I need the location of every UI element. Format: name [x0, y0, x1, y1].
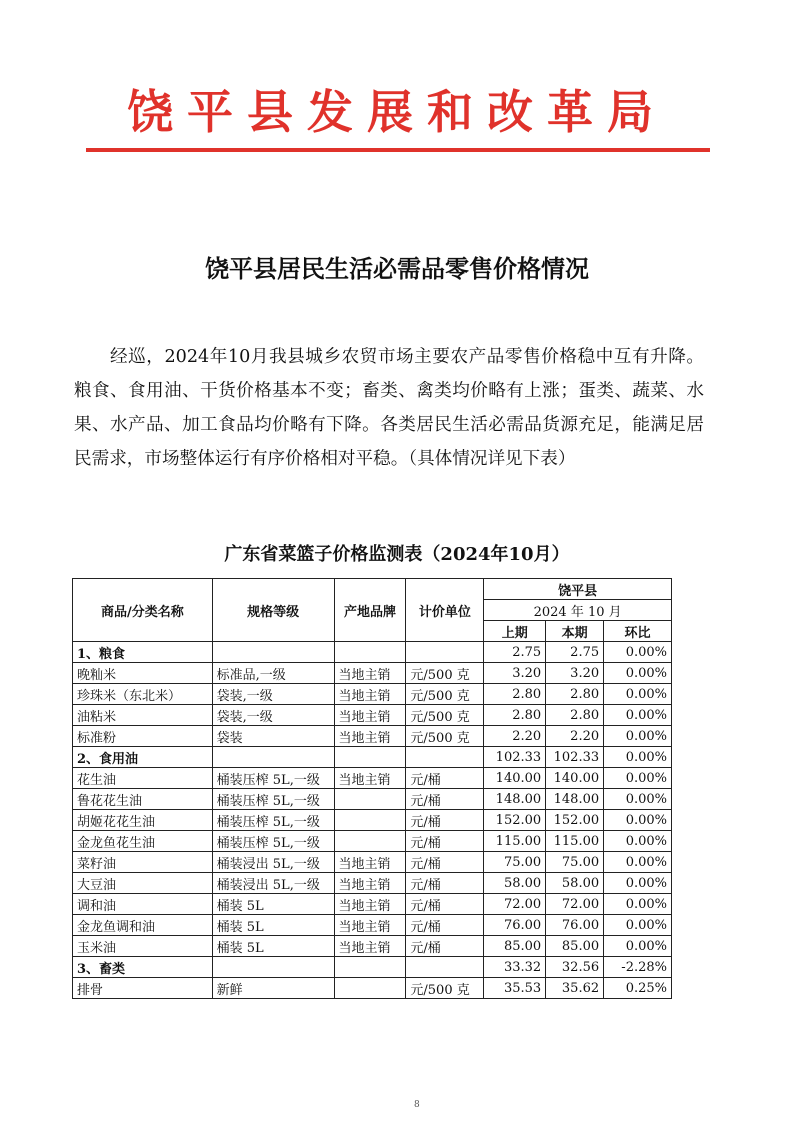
cell-change: 0.00%: [604, 789, 672, 810]
cell-spec: 桶装压榨 5L,一级: [212, 789, 334, 810]
cell-origin: 当地主销: [334, 768, 406, 789]
cell-change: -2.28%: [604, 957, 672, 978]
cell-change: 0.00%: [604, 873, 672, 894]
table-row: [73, 978, 672, 999]
body-paragraph: 经巡，2024年10月我县城乡农贸市场主要农产品零售价格稳中互有升降。粮食、食用油、干货价格基本不变；畜类、禽类均价略有上涨；蛋类、蔬菜、水果、水产品、加工食品均价略有下降。各类居民生活必需品货源充足，能满足居民需求，市场整体运行有序价格相对平稳。（具体情况详见下表）: [74, 347, 704, 469]
cell-change: 0.00%: [604, 852, 672, 873]
cell-name: 玉米油: [73, 936, 213, 957]
cell-name: 金龙鱼调和油: [73, 915, 213, 936]
cell-change: 0.00%: [604, 663, 672, 684]
header-origin: 产地品牌: [334, 579, 406, 642]
cell-origin: 当地主销: [334, 705, 406, 726]
cell-name: 金龙鱼花生油: [73, 831, 213, 852]
table-row: [73, 663, 672, 684]
cell-curr: 32.56: [546, 957, 604, 978]
cell-curr: 72.00: [546, 894, 604, 915]
cell-spec: 桶装 5L: [212, 936, 334, 957]
cell-change: 0.00%: [604, 747, 672, 768]
table-row: [73, 768, 672, 789]
cell-prev: 72.00: [484, 894, 546, 915]
cell-origin: [334, 957, 406, 978]
cell-curr: 2.80: [546, 705, 604, 726]
cell-unit: 元/桶: [406, 852, 484, 873]
cell-origin: [334, 831, 406, 852]
cell-change: 0.00%: [604, 768, 672, 789]
cell-curr: 2.20: [546, 726, 604, 747]
cell-name: 调和油: [73, 894, 213, 915]
cell-unit: 元/桶: [406, 768, 484, 789]
cell-name: 3、畜类: [73, 957, 213, 978]
cell-curr: 75.00: [546, 852, 604, 873]
cell-name: 花生油: [73, 768, 213, 789]
cell-curr: 3.20: [546, 663, 604, 684]
header-unit: 计价单位: [406, 579, 484, 642]
cell-curr: 102.33: [546, 747, 604, 768]
cell-change: 0.25%: [604, 978, 672, 999]
cell-prev: 2.80: [484, 684, 546, 705]
header-region: 饶平县: [484, 579, 672, 600]
cell-change: 0.00%: [604, 831, 672, 852]
header-name: 商品/分类名称: [73, 579, 213, 642]
cell-name: 菜籽油: [73, 852, 213, 873]
page-mark: 8: [414, 1100, 420, 1110]
cell-spec: 桶装压榨 5L,一级: [212, 768, 334, 789]
cell-spec: 袋装: [212, 726, 334, 747]
cell-origin: [334, 747, 406, 768]
cell-name: 大豆油: [73, 873, 213, 894]
document-title: 饶平县居民生活必需品零售价格情况: [205, 254, 589, 283]
cell-unit: 元/500 克: [406, 684, 484, 705]
cell-change: 0.00%: [604, 684, 672, 705]
table-row: [73, 894, 672, 915]
cell-curr: 2.75: [546, 642, 604, 663]
header-prev: 上期: [484, 621, 546, 642]
cell-prev: 85.00: [484, 936, 546, 957]
cell-unit: 元/桶: [406, 915, 484, 936]
cell-unit: [406, 957, 484, 978]
cell-origin: 当地主销: [334, 915, 406, 936]
table-row: [73, 852, 672, 873]
cell-unit: 元/500 克: [406, 726, 484, 747]
header-change: 环比: [604, 621, 672, 642]
cell-spec: 桶装压榨 5L,一级: [212, 831, 334, 852]
cell-curr: 35.62: [546, 978, 604, 999]
cell-name: 鲁花花生油: [73, 789, 213, 810]
cell-prev: 2.75: [484, 642, 546, 663]
table-category-row: [73, 642, 672, 663]
cell-change: 0.00%: [604, 705, 672, 726]
cell-curr: 115.00: [546, 831, 604, 852]
cell-spec: 桶装 5L: [212, 915, 334, 936]
cell-unit: 元/500 克: [406, 978, 484, 999]
table-body: [73, 642, 672, 999]
cell-origin: [334, 978, 406, 999]
cell-spec: 标准品,一级: [212, 663, 334, 684]
cell-change: 0.00%: [604, 726, 672, 747]
table-row: [73, 810, 672, 831]
cell-prev: 58.00: [484, 873, 546, 894]
cell-curr: 140.00: [546, 768, 604, 789]
table-row: [73, 705, 672, 726]
cell-curr: 85.00: [546, 936, 604, 957]
table-title: 广东省菜篮子价格监测表（2024年10月）: [224, 544, 570, 565]
cell-change: 0.00%: [604, 894, 672, 915]
table-row: [73, 831, 672, 852]
cell-unit: [406, 642, 484, 663]
cell-spec: 桶装浸出 5L,一级: [212, 852, 334, 873]
cell-unit: [406, 747, 484, 768]
table-row: [73, 873, 672, 894]
cell-spec: 新鲜: [212, 978, 334, 999]
cell-prev: 33.32: [484, 957, 546, 978]
cell-unit: 元/桶: [406, 831, 484, 852]
cell-unit: 元/桶: [406, 789, 484, 810]
cell-prev: 102.33: [484, 747, 546, 768]
cell-curr: 76.00: [546, 915, 604, 936]
cell-spec: [212, 747, 334, 768]
cell-origin: 当地主销: [334, 894, 406, 915]
cell-origin: 当地主销: [334, 684, 406, 705]
cell-curr: 58.00: [546, 873, 604, 894]
table-category-row: [73, 747, 672, 768]
cell-curr: 2.80: [546, 684, 604, 705]
cell-prev: 76.00: [484, 915, 546, 936]
cell-name: 油粘米: [73, 705, 213, 726]
cell-name: 胡姬花花生油: [73, 810, 213, 831]
cell-change: 0.00%: [604, 642, 672, 663]
cell-name: 2、食用油: [73, 747, 213, 768]
red-divider-line: [86, 148, 710, 152]
cell-spec: 袋装,一级: [212, 684, 334, 705]
cell-change: 0.00%: [604, 915, 672, 936]
cell-curr: 148.00: [546, 789, 604, 810]
cell-prev: 152.00: [484, 810, 546, 831]
cell-unit: 元/500 克: [406, 705, 484, 726]
cell-spec: 桶装 5L: [212, 894, 334, 915]
cell-name: 珍珠米（东北米）: [73, 684, 213, 705]
price-monitoring-table: [72, 578, 672, 999]
table-row: [73, 684, 672, 705]
cell-origin: [334, 642, 406, 663]
cell-name: 标准粉: [73, 726, 213, 747]
cell-prev: 2.20: [484, 726, 546, 747]
cell-prev: 35.53: [484, 978, 546, 999]
cell-spec: [212, 642, 334, 663]
cell-spec: [212, 957, 334, 978]
cell-prev: 2.80: [484, 705, 546, 726]
cell-origin: 当地主销: [334, 852, 406, 873]
cell-origin: 当地主销: [334, 726, 406, 747]
cell-unit: 元/桶: [406, 873, 484, 894]
cell-unit: 元/桶: [406, 810, 484, 831]
cell-origin: 当地主销: [334, 936, 406, 957]
cell-prev: 75.00: [484, 852, 546, 873]
table-row: [73, 789, 672, 810]
cell-spec: 桶装浸出 5L,一级: [212, 873, 334, 894]
cell-origin: [334, 810, 406, 831]
cell-change: 0.00%: [604, 936, 672, 957]
header-spec: 规格等级: [212, 579, 334, 642]
cell-name: 1、粮食: [73, 642, 213, 663]
table-category-row: [73, 957, 672, 978]
cell-spec: 桶装压榨 5L,一级: [212, 810, 334, 831]
cell-unit: 元/桶: [406, 936, 484, 957]
cell-spec: 袋装,一级: [212, 705, 334, 726]
cell-name: 晚籼米: [73, 663, 213, 684]
header-curr: 本期: [546, 621, 604, 642]
table-row: [73, 915, 672, 936]
cell-curr: 152.00: [546, 810, 604, 831]
cell-origin: 当地主销: [334, 663, 406, 684]
cell-change: 0.00%: [604, 810, 672, 831]
organization-header: 饶平县发展和改革局: [127, 85, 667, 139]
cell-prev: 140.00: [484, 768, 546, 789]
table-row: [73, 726, 672, 747]
cell-unit: 元/桶: [406, 894, 484, 915]
cell-name: 排骨: [73, 978, 213, 999]
cell-prev: 115.00: [484, 831, 546, 852]
header-month: 2024 年 10 月: [484, 600, 672, 621]
cell-prev: 3.20: [484, 663, 546, 684]
table-row: [73, 936, 672, 957]
cell-origin: [334, 789, 406, 810]
cell-origin: 当地主销: [334, 873, 406, 894]
cell-unit: 元/500 克: [406, 663, 484, 684]
cell-prev: 148.00: [484, 789, 546, 810]
